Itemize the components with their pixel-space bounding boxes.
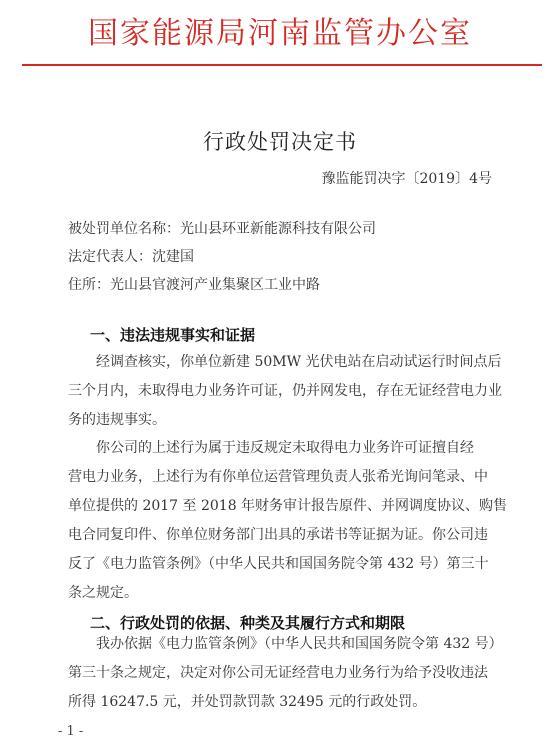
legal-representative-field xyxy=(68,246,194,266)
section1-paragraph1 xyxy=(68,348,502,435)
address-label: 住所： xyxy=(68,277,110,293)
paragraph-line: 电合同复印件、你单位财务部门出具的承诺书等证据为证。你公司违 xyxy=(68,527,488,543)
paragraph-line: 三个月内，未取得电力业务许可证，仍并网发电，存在无证经营电力业 xyxy=(68,383,502,399)
letterhead: 国家能源局河南监管办公室 xyxy=(88,16,472,51)
section1-heading: 一、违法违规事实和证据 xyxy=(90,326,256,344)
paragraph-line: 营电力业务，上述行为有你单位运营管理负责人张希光询问笔录、中 xyxy=(68,469,488,485)
paragraph-line: 条之规定。 xyxy=(68,585,138,601)
paragraph-line: 单位提供的 2017 至 2018 年财务审计报告原件、并网调度协议、购售 xyxy=(68,498,508,514)
letterhead-red-rule xyxy=(22,64,542,66)
party-name-label: 被处罚单位名称： xyxy=(68,221,180,237)
paragraph-line: 所得 16247.5 元，并处罚款罚款 32495 元的行政处罚。 xyxy=(68,694,427,710)
party-name-value: 光山县环亚新能源科技有限公司 xyxy=(180,221,376,237)
legal-representative-value: 沈建国 xyxy=(152,249,194,265)
page-number: - 1 - xyxy=(58,724,84,739)
party-name-field xyxy=(68,218,376,238)
document-number: 豫监能罚决字〔2019〕4号 xyxy=(321,171,492,187)
legal-representative-label: 法定代表人： xyxy=(68,249,152,265)
paragraph-line: 我办依据《电力监管条例》（中华人民共和国国务院令第 432 号） xyxy=(96,636,503,652)
paragraph-line: 反了《电力监管条例》（中华人民共和国国务院令第 432 号）第三十 xyxy=(68,556,489,572)
paragraph-line: 你公司的上述行为属于违反规定未取得电力业务许可证擅自经 xyxy=(96,440,474,456)
section2-paragraph1 xyxy=(68,630,503,717)
address-field xyxy=(68,274,320,294)
address-value: 光山县官渡河产业集聚区工业中路 xyxy=(110,277,320,293)
paragraph-line: 第三十条之规定，决定对你公司无证经营电力业务行为给予没收违法 xyxy=(68,665,488,681)
section1-paragraph2 xyxy=(68,434,508,608)
paragraph-line: 经调查核实，你单位新建 50MW 光伏电站在启动试运行时间点后 xyxy=(96,354,502,370)
document-title: 行政处罚决定书 xyxy=(203,130,357,154)
paragraph-line: 务的违规事实。 xyxy=(68,412,166,428)
section2-heading: 二、行政处罚的依据、种类及其履行方式和期限 xyxy=(90,614,406,632)
